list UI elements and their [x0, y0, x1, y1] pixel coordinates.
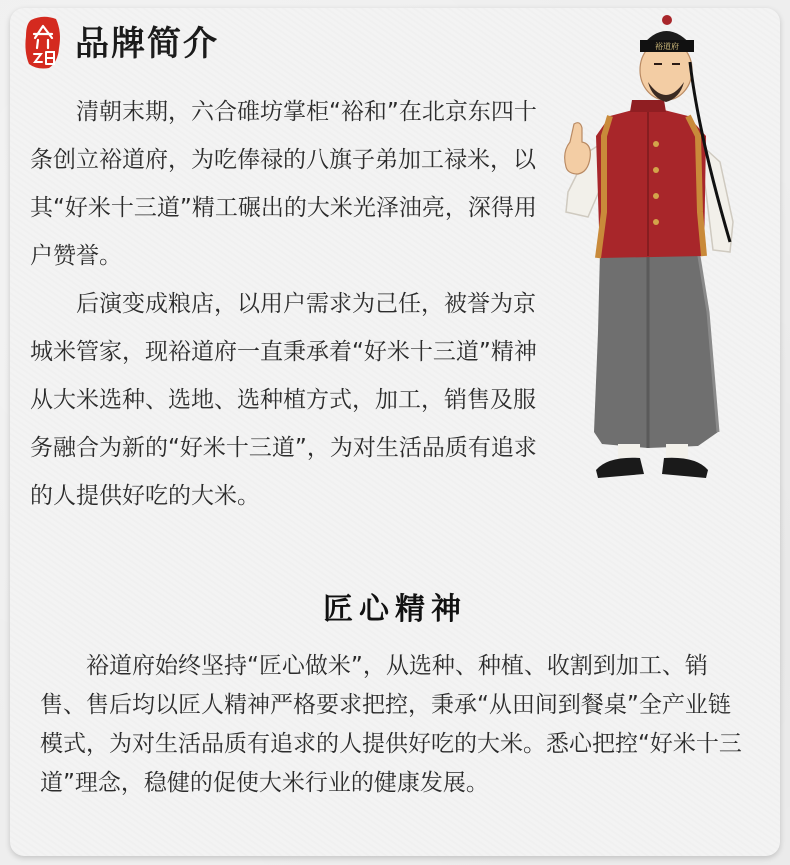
intro-paragraph: 后演变成粮店，以用户需求为己任，被誉为京城米管家，现裕道府一直秉承着“好米十三道”精神从大米选种、选地、选种植方式，加工，销售及服务融合为新的“好米十三道”，为对生活品质有追求的人提供好吃的大米。	[30, 291, 537, 509]
brand-intro-text	[30, 88, 552, 520]
craftsman-spirit-text	[40, 647, 750, 803]
seal-icon	[23, 14, 63, 70]
qing-merchant-illustration	[548, 12, 748, 492]
spirit-paragraph: 裕道府始终坚持“匠心做米”，从选种、种植、收割到加工、销售、售后均以匠人精神严格要求把控，秉承“从田间到餐桌”全产业链模式，为对生活品质有追求的人提供好吃的大米。悉心把控“好米十三道”理念，稳健的促使大米行业的健康发展。	[40, 653, 742, 796]
hat-label: 裕道府	[655, 42, 679, 51]
craftsman-spirit-title: 匠心精神	[323, 592, 467, 627]
intro-paragraph: 清朝末期，六合碓坊掌柜“裕和”在北京东四十条创立裕道府，为吃俸禄的八旗子弟加工禄米，以其“好米十三道”精工碾出的大米光泽油亮，深得用户赞誉。	[30, 99, 537, 269]
brand-intro-title: 品牌简介	[75, 24, 219, 64]
